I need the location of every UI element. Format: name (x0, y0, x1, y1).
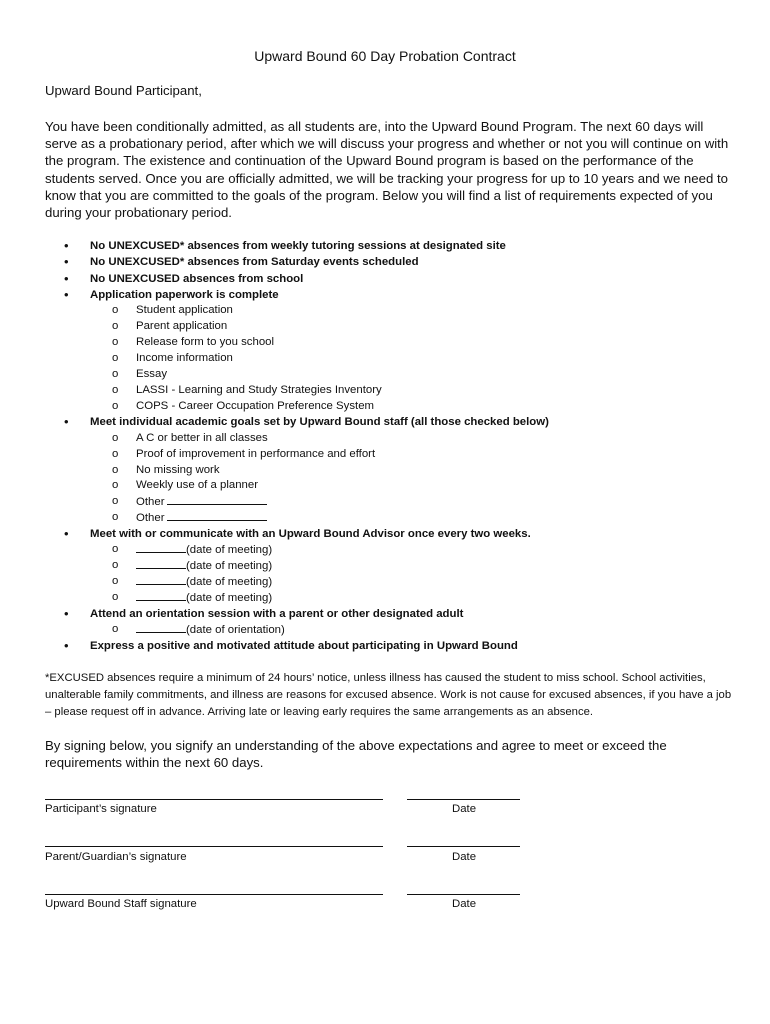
parent-date-label: Date (452, 851, 477, 863)
other-blank-field[interactable] (167, 494, 267, 505)
requirement-label: Application paperwork is complete (90, 288, 279, 301)
requirement-label: Meet individual academic goals set by Upward Bound staff (all those checked below) (90, 416, 549, 429)
requirement-application-paperwork (45, 287, 735, 303)
sub-item-label: No missing work (136, 463, 220, 476)
requirement-label: Attend an orientation session with a parent or other designated adult (90, 607, 464, 620)
list-item (45, 351, 735, 367)
staff-date-label: Date (452, 898, 477, 910)
orientation-label: (date of orientation) (186, 624, 285, 637)
list-item (45, 494, 735, 510)
requirement-tutoring-absences (45, 238, 735, 254)
requirement-label: No UNEXCUSED* absences from weekly tutoring sessions at designated site (90, 240, 506, 252)
other-label: Other (136, 496, 165, 509)
parent-date-line[interactable] (407, 846, 520, 847)
circle-bullet-icon: o (112, 320, 119, 333)
requirement-orientation-session (45, 606, 735, 622)
circle-bullet-icon: o (112, 304, 119, 317)
list-item (45, 383, 735, 399)
bullet-icon: • (64, 605, 69, 621)
bullet-icon: • (64, 286, 69, 302)
requirement-advisor-meetings (45, 526, 735, 542)
list-item (45, 367, 735, 383)
circle-bullet-icon: o (112, 463, 119, 476)
sub-item-label: Proof of improvement in performance and effort (136, 447, 376, 460)
circle-bullet-icon: o (112, 479, 119, 492)
salutation: Upward Bound Participant, (45, 83, 202, 98)
requirement-label: Meet with or communicate with an Upward Bound Advisor once every two weeks. (90, 528, 531, 541)
circle-bullet-icon: o (112, 575, 119, 588)
list-item (45, 542, 735, 558)
sub-item-label: Student application (136, 304, 233, 317)
meeting-label: (date of meeting) (186, 544, 273, 557)
requirement-label: No UNEXCUSED absences from school (90, 272, 304, 285)
academic-goals-sublist (45, 431, 735, 526)
meeting-label: (date of meeting) (186, 592, 273, 605)
bullet-icon: • (64, 414, 69, 430)
list-item (45, 622, 735, 638)
participant-signature-line[interactable] (45, 799, 383, 800)
list-item (45, 399, 735, 415)
requirement-saturday-absences (45, 254, 735, 270)
requirement-academic-goals (45, 414, 735, 430)
list-item (45, 558, 735, 574)
list-item (45, 510, 735, 526)
circle-bullet-icon: o (112, 559, 119, 572)
meeting-date-blank-field[interactable] (136, 558, 186, 569)
circle-bullet-icon: o (112, 591, 119, 604)
staff-date-line[interactable] (407, 894, 520, 895)
parent-signature-line[interactable] (45, 846, 383, 847)
requirement-label: Express a positive and motivated attitude about participating in Upward Bound (90, 640, 518, 653)
excused-absence-note: *EXCUSED absences require a minimum of 24 hours’ notice, unless illness has caused the student to miss school. School activities, unalterable family commitments, and illness are reasons for excused absence. Work is not cause for excused absences, if you have a job – please request off in advance. Arriving late or leaving early requires the same arrangements as an absence. (45, 672, 732, 718)
sub-item-label: Parent application (136, 320, 228, 333)
circle-bullet-icon: o (112, 431, 119, 444)
circle-bullet-icon: o (112, 495, 119, 508)
circle-bullet-icon: o (112, 511, 119, 524)
circle-bullet-icon: o (112, 543, 119, 556)
list-item (45, 319, 735, 335)
meeting-dates-sublist (45, 542, 735, 606)
paperwork-sublist (45, 303, 735, 414)
requirement-positive-attitude (45, 638, 735, 654)
meeting-date-blank-field[interactable] (136, 590, 186, 601)
circle-bullet-icon: o (112, 335, 119, 348)
sub-item-label: Income information (136, 351, 233, 364)
list-item (45, 303, 735, 319)
bullet-icon: • (64, 638, 69, 654)
bullet-icon: • (64, 238, 69, 253)
bullet-icon: • (64, 526, 69, 542)
meeting-date-blank-field[interactable] (136, 574, 186, 585)
list-item (45, 590, 735, 606)
document-title: Upward Bound 60 Day Probation Contract (254, 48, 516, 64)
staff-signature-label: Upward Bound Staff signature (45, 898, 197, 910)
participant-date-line[interactable] (407, 799, 520, 800)
requirements-list (45, 238, 735, 654)
sub-item-label: Essay (136, 367, 168, 380)
other-blank-field[interactable] (167, 510, 267, 521)
bullet-icon: • (64, 270, 69, 286)
list-item (45, 431, 735, 447)
circle-bullet-icon: o (112, 383, 119, 396)
list-item (45, 447, 735, 463)
circle-bullet-icon: o (112, 623, 119, 636)
list-item (45, 463, 735, 479)
circle-bullet-icon: o (112, 367, 119, 380)
circle-bullet-icon: o (112, 351, 119, 364)
circle-bullet-icon: o (112, 447, 119, 460)
orientation-sublist (45, 622, 735, 638)
sub-item-label: Release form to you school (136, 335, 275, 348)
participant-date-label: Date (452, 803, 477, 815)
circle-bullet-icon: o (112, 399, 119, 412)
meeting-date-blank-field[interactable] (136, 542, 186, 553)
sub-item-label: COPS - Career Occupation Preference System (136, 399, 375, 412)
bullet-icon: • (64, 254, 69, 270)
participant-signature-label: Participant’s signature (45, 803, 157, 815)
meeting-label: (date of meeting) (186, 576, 273, 589)
staff-signature-line[interactable] (45, 894, 383, 895)
requirement-school-absences (45, 271, 735, 287)
list-item (45, 478, 735, 494)
other-label: Other (136, 512, 165, 525)
list-item (45, 574, 735, 590)
sub-item-label: LASSI - Learning and Study Strategies Inventory (136, 383, 382, 396)
requirement-label: No UNEXCUSED* absences from Saturday events scheduled (90, 256, 419, 269)
signing-statement: By signing below, you signify an understanding of the above expectations and agree to meet or exceed the requirements within the next 60 days. (45, 738, 667, 771)
orientation-date-blank-field[interactable] (136, 622, 186, 633)
meeting-label: (date of meeting) (186, 560, 273, 573)
list-item (45, 335, 735, 351)
parent-signature-label: Parent/Guardian’s signature (45, 851, 187, 863)
intro-paragraph: You have been conditionally admitted, as all students are, into the Upward Bound Program. The next 60 days will serve as a probationary period, after which we will discuss your progress and whether or not you will continue on with the program. The existence and continuation of the Upward Bound program is based on the performance of the students served. Once you are officially admitted, we will be tracking your progress for up to 10 years and we need to know that you are committed to the goals of the program. Below you will find a list of requirements expected of you during your probationary period. (45, 119, 729, 221)
sub-item-label: Weekly use of a planner (136, 479, 258, 492)
sub-item-label: A C or better in all classes (136, 431, 268, 444)
